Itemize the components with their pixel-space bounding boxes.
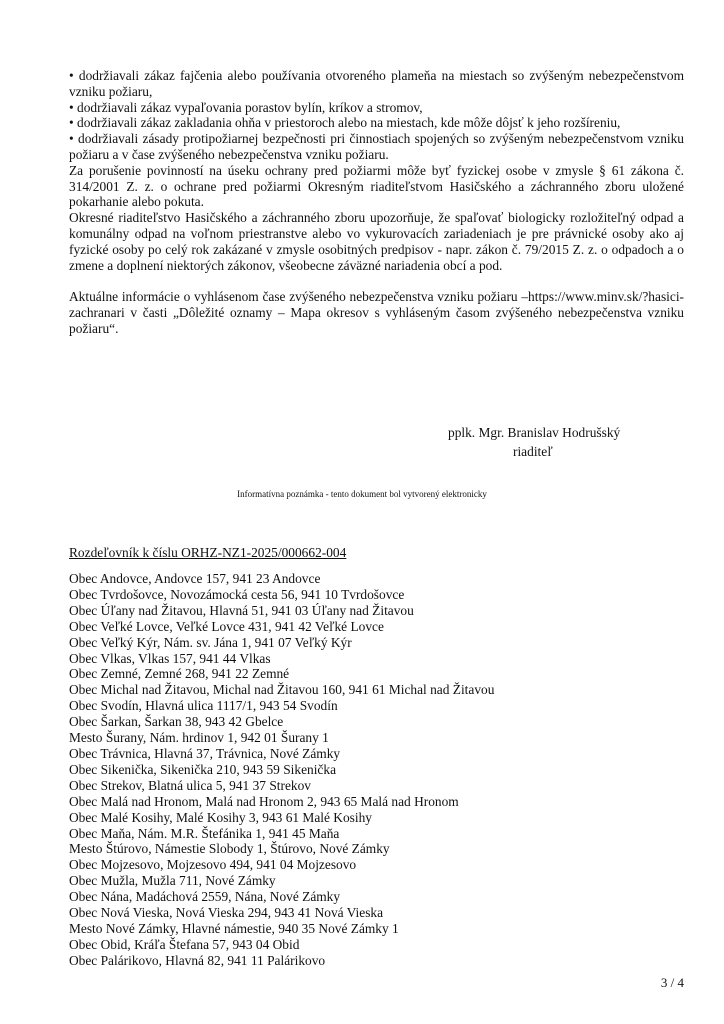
bullet-paragraph: • dodržiavali zákaz vypaľovania porastov bylín, kríkov a stromov, — [69, 99, 423, 115]
page-number: 3 / 4 — [660, 975, 684, 990]
list-item: Obec Malé Kosihy, Malé Kosihy 3, 943 61 Malé Kosihy — [69, 809, 372, 825]
list-item: Obec Trávnica, Hlavná 37, Trávnica, Nové Zámky — [69, 745, 341, 761]
list-item: Obec Andovce, Andovce 157, 941 23 Andovce — [69, 571, 321, 586]
list-item: Obec Vlkas, Vlkas 157, 941 44 Vlkas — [69, 650, 271, 666]
list-item: Obec Veľký Kýr, Nám. sv. Jána 1, 941 07 Veľký Kýr — [69, 634, 352, 650]
list-item: Obec Šarkan, Šarkan 38, 943 42 Gbelce — [69, 714, 284, 730]
signature-block — [448, 423, 648, 461]
distribution-items — [69, 571, 684, 969]
list-item: Mesto Štúrovo, Námestie Slobody 1, Štúrovo, Nové Zámky — [69, 841, 390, 857]
info-paragraph: Aktuálne informácie o vyhlásenom čase zvýšeného nebezpečenstva vzniku požiaru –https://www.minv.sk/?hasici-zachranari v časti „Dôležité oznamy – Mapa okresov s vyhláseným časom zvýšeného nebezpečenstva vzniku požiaru“. — [69, 289, 684, 336]
list-item: Mesto Šurany, Nám. hrdinov 1, 942 01 Šurany 1 — [69, 730, 329, 746]
list-item: Obec Zemné, Zemné 268, 941 22 Zemné — [69, 666, 290, 682]
penalty-paragraph: Za porušenie povinností na úseku ochrany pred požiarmi môže byť fyzickej osobe v zmysle § 61 zákona č. 314/2001 Z. z. o ochrane pred požiarmi Okresným riaditeľstvom Hasičského a záchranného zboru uložené pokarhanie alebo pokuta. — [69, 162, 684, 210]
list-item: Mesto Nové Zámky, Hlavné námestie, 940 35 Nové Zámky 1 — [69, 920, 399, 936]
bullet-paragraph: • dodržiavali zásady protipožiarnej bezpečnosti pri činnostiach spojených so zvýšeným nebezpečenstvom vzniku požiaru a v čase zvýšeného nebezpečenstva vzniku požiaru. — [69, 131, 684, 162]
electronic-document-note: Informatívna poznámka - tento dokument bol vytvorený elektronicky — [237, 489, 487, 499]
list-item: Obec Svodín, Hlavná ulica 1117/1, 943 54 Svodín — [69, 698, 338, 714]
list-item: Obec Mojzesovo, Mojzesovo 494, 941 04 Mojzesovo — [69, 857, 357, 873]
list-item: Obec Strekov, Blatná ulica 5, 941 37 Strekov — [69, 777, 311, 793]
list-item: Obec Tvrdošovce, Novozámocká cesta 56, 941 10 Tvrdošovce — [69, 586, 405, 602]
paragraph-spacer — [69, 273, 684, 289]
list-item: Obec Nová Vieska, Nová Vieska 294, 943 41 Nová Vieska — [69, 905, 384, 921]
distribution-title: Rozdeľovník k číslu ORHZ-NZ1-2025/000662-004 — [69, 545, 347, 560]
list-item: Obec Michal nad Žitavou, Michal nad Žitavou 160, 941 61 Michal nad Žitavou — [69, 682, 495, 698]
bullet-paragraph: • dodržiavali zákaz zakladania ohňa v priestoroch alebo na miestach, kde môže dôjsť k jeho rozšíreniu, — [69, 115, 621, 131]
list-item: Obec Palárikovo, Hlavná 82, 941 11 Palárikovo — [69, 952, 326, 968]
list-item: Obec Sikenička, Sikenička 210, 943 59 Sikenička — [69, 761, 337, 777]
list-item: Obec Malá nad Hronom, Malá nad Hronom 2, 943 65 Malá nad Hronom — [69, 793, 459, 809]
list-item: Obec Nána, Madáchová 2559, Nána, Nové Zámky — [69, 889, 341, 905]
list-item: Obec Veľké Lovce, Veľké Lovce 431, 941 42 Veľké Lovce — [69, 618, 384, 634]
list-item: Obec Maňa, Nám. M.R. Štefánika 1, 941 45 Maňa — [69, 825, 340, 841]
signatory-role: riaditeľ — [513, 444, 553, 459]
list-item: Obec Úľany nad Žitavou, Hlavná 51, 941 03 Úľany nad Žitavou — [69, 602, 414, 618]
bullet-paragraph: • dodržiavali zákaz fajčenia alebo používania otvoreného plameňa na miestach so zvýšeným nebezpečenstvom vzniku požiaru, — [69, 68, 684, 99]
waste-paragraph: Okresné riaditeľstvo Hasičského a záchranného zboru upozorňuje, že spaľovať biologicky rozložiteľný odpad a komunálny odpad na voľnom priestranstve alebo vo vykurovacích zariadeniach je pre právnické osoby ako aj fyzické osoby po celý rok zakázané v zmysle osobitných predpisov - napr. zákon č. 79/2015 Z. z. o odpadoch a o zmene a doplnení niektorých zákonov, všeobecne záväzné nariadenia obcí a pod. — [69, 210, 684, 273]
list-item: Obec Mužla, Mužla 711, Nové Zámky — [69, 873, 276, 889]
body-text — [69, 68, 684, 337]
signatory-name: pplk. Mgr. Branislav Hodrušský — [448, 425, 621, 440]
distribution-list — [69, 545, 684, 969]
list-item: Obec Obid, Kráľa Štefana 57, 943 04 Obid — [69, 936, 300, 952]
